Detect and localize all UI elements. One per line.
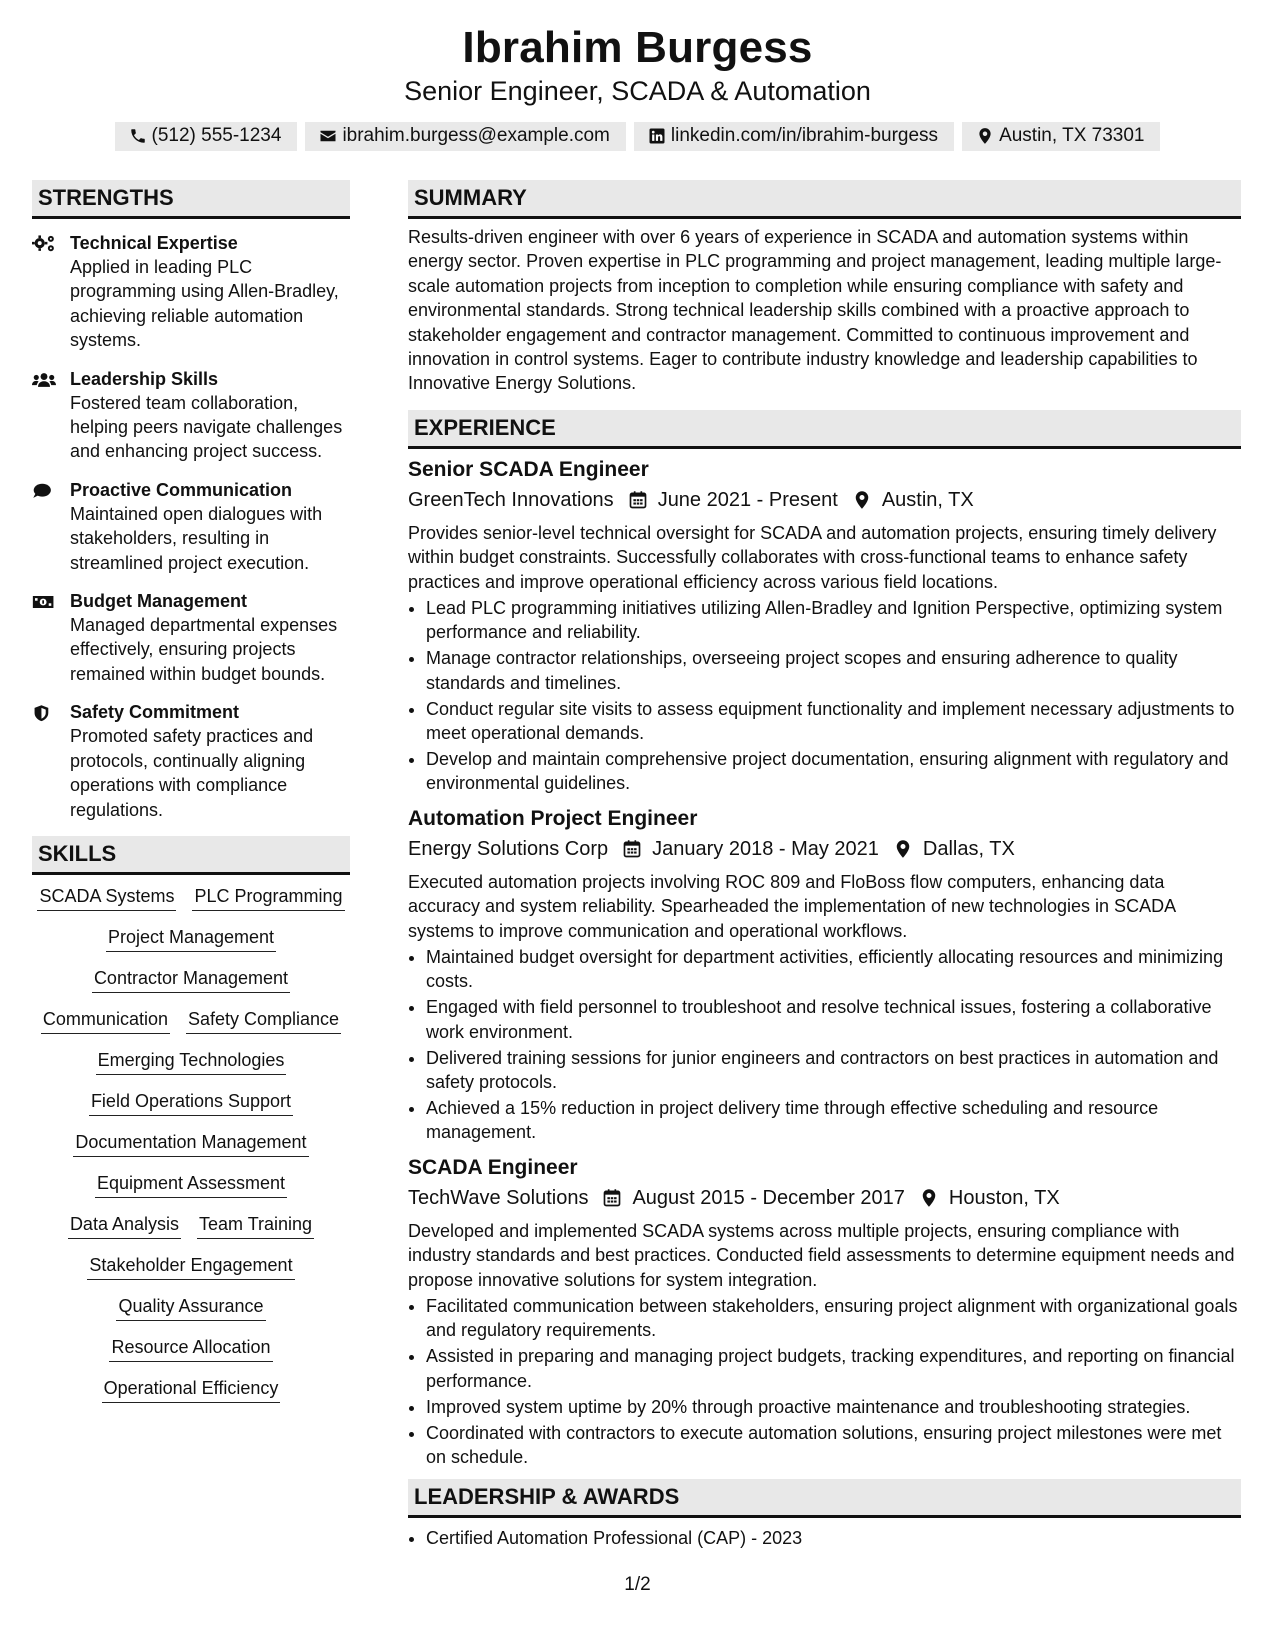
strengths-list <box>32 231 350 822</box>
job-company: GreenTech Innovations <box>408 488 614 511</box>
bullet-item: • Conduct regular site visits to assess equipment functionality and implement necessary adjustments to meet operational demands. <box>426 697 1241 746</box>
job-location: Dallas, TX <box>922 837 1015 860</box>
job-dates: June 2021 - Present <box>657 488 838 511</box>
contact-email-text: ibrahim.burgess@example.com <box>342 125 610 146</box>
strength-desc: Managed departmental expenses effectively, ensuring projects remained within budget bounds. <box>70 615 338 684</box>
contact-location <box>962 122 1160 151</box>
contact-linkedin[interactable] <box>634 122 954 151</box>
strength-desc: Maintained open dialogues with stakeholders, resulting in streamlined project execution. <box>70 503 323 573</box>
summary-text: Results-driven engineer with over 6 years of experience in SCADA and automation systems within energy sector. Proven expertise in PLC programming and project management, leading multiple large-scale automation projects from inception to completion while ensuring compliance with safety and environmental standards. Strong technical leadership skills combined with a proactive approach to stakeholder engagement and contractor management. Committed to continuous improvement and innovation in control systems. Eager to contribute industry knowledge and leadership capabilities to Innovative Energy Solutions. <box>408 227 1222 394</box>
bullet-item: • Lead PLC programming initiatives utilizing Allen-Bradley and Ignition Perspective, optimizing system performance and reliability. <box>426 596 1241 645</box>
strength-desc: Promoted safety practices and protocols, continually aligning operations with compliance regulations. <box>70 726 314 820</box>
bullet-item: • Maintained budget oversight for department activities, efficiently allocating resources and minimizing costs. <box>426 945 1241 994</box>
strength-title: Proactive Communication <box>70 479 293 500</box>
map-pin-icon <box>919 1188 939 1208</box>
bullet-item: • Delivered training sessions for junior engineers and contractors on best practices in automation and safety protocols. <box>426 1046 1241 1095</box>
job-location: Austin, TX <box>881 488 974 511</box>
strength-item <box>32 478 350 575</box>
skill-tag: Contractor Management <box>92 967 290 993</box>
skill-tag: Stakeholder Engagement <box>87 1254 294 1280</box>
candidate-name: Ibrahim Burgess <box>462 23 813 72</box>
strength-item <box>32 367 350 464</box>
job-company: TechWave Solutions <box>408 1186 589 1209</box>
job-title: Senior SCADA Engineer <box>408 457 649 481</box>
experience-heading: EXPERIENCE <box>408 410 1241 449</box>
job-dates: January 2018 - May 2021 <box>652 837 879 860</box>
strength-title: Safety Commitment <box>70 702 240 723</box>
skill-tag: Safety Compliance <box>186 1008 341 1034</box>
summary-heading: SUMMARY <box>408 180 1241 219</box>
calendar-icon <box>602 1188 622 1208</box>
page-number: 1/2 <box>624 1574 651 1595</box>
strength-desc: Fostered team collaboration, helping peers navigate challenges and enhancing project success. <box>70 392 343 462</box>
skill-tag: SCADA Systems <box>37 885 176 911</box>
strength-item <box>32 700 350 822</box>
bullet-item: • Assisted in preparing and managing project budgets, tracking expenditures, and reporting on financial performance. <box>426 1344 1241 1393</box>
contact-bar <box>0 122 1275 151</box>
job-company: Energy Solutions Corp <box>408 837 609 860</box>
skill-tag: Operational Efficiency <box>102 1377 281 1403</box>
envelope-icon <box>319 127 337 145</box>
linkedin-icon <box>648 127 666 145</box>
job-description: Provides senior-level technical oversight for SCADA and automation projects, ensuring timely delivery within budget constraints. Successfully collaborates with cross-functional teams to enhance safety practices and improve operational efficiency across various field locations. <box>408 522 1217 592</box>
contact-email[interactable] <box>305 122 625 151</box>
money-bill-icon <box>32 589 70 686</box>
job-title: Automation Project Engineer <box>408 806 698 830</box>
right-column <box>408 180 1241 1552</box>
calendar-icon <box>628 490 648 510</box>
skill-tag: PLC Programming <box>192 885 344 911</box>
map-pin-icon <box>852 490 872 510</box>
strength-item <box>32 231 350 353</box>
job-entry <box>408 804 1241 1145</box>
job-description: Developed and implemented SCADA systems across multiple projects, ensuring compliance with industry standards and best practices. Conducted field assessments to determine equipment needs and propose innovative solutions for system integration. <box>408 1220 1235 1290</box>
skill-tag: Emerging Technologies <box>96 1049 287 1075</box>
strength-title: Budget Management <box>70 591 248 612</box>
strength-title: Technical Expertise <box>70 233 238 253</box>
bullet-item: • Develop and maintain comprehensive project documentation, ensuring alignment with regulatory and environmental guidelines. <box>426 747 1241 796</box>
map-pin-icon <box>893 839 913 859</box>
contact-phone-text: (512) 555-1234 <box>151 125 282 146</box>
resume-header <box>0 22 1275 151</box>
skill-tag: Communication <box>41 1008 170 1034</box>
job-location: Houston, TX <box>948 1186 1060 1209</box>
job-meta <box>408 834 1241 864</box>
bullet-item: • Improved system uptime by 20% through proactive maintenance and troubleshooting strategies. <box>426 1395 1241 1419</box>
bullet-item: • Engaged with field personnel to troubleshoot and resolve technical issues, fostering a collaborative work environment. <box>426 995 1241 1044</box>
bullet-item: • Achieved a 15% reduction in project delivery time through effective scheduling and resource management. <box>426 1096 1241 1145</box>
skill-tag: Data Analysis <box>68 1213 181 1239</box>
contact-linkedin-text: linkedin.com/in/ibrahim-burgess <box>670 125 939 146</box>
job-entry <box>408 1153 1241 1470</box>
skill-tag: Resource Allocation <box>109 1336 272 1362</box>
strengths-heading: STRENGTHS <box>32 180 350 219</box>
contact-phone[interactable] <box>115 122 298 151</box>
gears-icon <box>32 231 70 353</box>
strength-desc: Applied in leading PLC programming using Allen-Bradley, achieving reliable automation systems. <box>70 257 339 351</box>
job-description: Executed automation projects involving ROC 809 and FloBoss flow computers, enhancing data accuracy and system reliability. Spearheaded the implementation of new technologies in SCADA systems to improve communication and operational workflows. <box>408 871 1176 941</box>
skill-tag: Quality Assurance <box>116 1295 265 1321</box>
users-icon <box>32 367 70 464</box>
awards-heading: LEADERSHIP & AWARDS <box>408 1479 1241 1518</box>
job-bullets <box>408 1294 1241 1469</box>
job-dates: August 2015 - December 2017 <box>632 1186 905 1209</box>
skill-tag: Team Training <box>197 1213 314 1239</box>
candidate-title: Senior Engineer, SCADA & Automation <box>404 76 871 106</box>
job-meta <box>408 1183 1241 1213</box>
skills-list <box>32 885 350 1403</box>
award-item: • Certified Automation Professional (CAP) - 2023 <box>426 1526 1241 1550</box>
shield-icon <box>32 700 70 822</box>
bullet-item: • Facilitated communication between stakeholders, ensuring project alignment with organizational goals and regulatory requirements. <box>426 1294 1241 1343</box>
bullet-item: • Manage contractor relationships, overseeing project scopes and ensuring adherence to quality standards and timelines. <box>426 646 1241 695</box>
bullet-item: • Coordinated with contractors to execute automation solutions, ensuring project milestones were met on schedule. <box>426 1421 1241 1470</box>
comment-icon <box>32 478 70 575</box>
skill-tag: Equipment Assessment <box>95 1172 287 1198</box>
strength-item <box>32 589 350 686</box>
calendar-icon <box>622 839 642 859</box>
job-bullets <box>408 596 1241 796</box>
strength-title: Leadership Skills <box>70 368 219 389</box>
job-title: SCADA Engineer <box>408 1155 578 1179</box>
job-entry <box>408 455 1241 796</box>
skill-tag: Project Management <box>106 926 276 952</box>
contact-location-text: Austin, TX 73301 <box>999 125 1145 146</box>
map-pin-icon <box>976 127 994 145</box>
phone-icon <box>129 127 147 145</box>
skills-heading: SKILLS <box>32 836 350 875</box>
skill-tag: Field Operations Support <box>89 1090 293 1116</box>
awards-list <box>408 1526 1241 1550</box>
job-meta <box>408 485 1241 515</box>
job-bullets <box>408 945 1241 1145</box>
skill-tag: Documentation Management <box>73 1131 308 1157</box>
left-column <box>32 180 350 1403</box>
